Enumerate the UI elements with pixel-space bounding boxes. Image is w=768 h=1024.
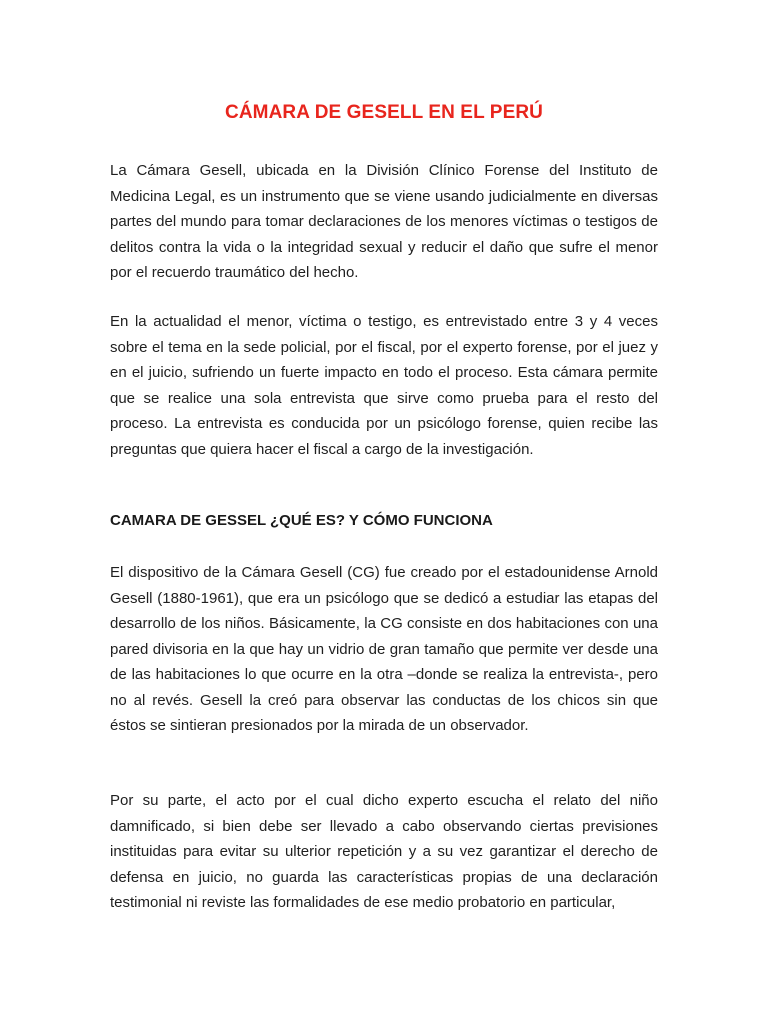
paragraph-current-situation: En la actualidad el menor, víctima o testigo, es entrevistado entre 3 y 4 veces sobre el tema en la sede policial, por el fiscal, por el experto forense, por el juez y en el juicio, sufriendo un fuerte impacto en todo el proceso. Esta cámara permite que se realice una sola entrevista que sirve como prueba para el resto del proceso. La entrevista es conducida por un psicólogo forense, quien recibe las preguntas que quiera hacer el fiscal a cargo de la investigación. [110,313,658,458]
document-title: CÁMARA DE GESELL EN EL PERÚ [225,102,543,123]
section-heading: CAMARA DE GESSEL ¿QUÉ ES? Y CÓMO FUNCIONA [110,512,493,529]
paragraph-device-origin: El dispositivo de la Cámara Gesell (CG) fue creado por el estadounidense Arnold Gesell (1880-1961), que era un psicólogo que se dedicó a estudiar las etapas del desarrollo de los niños. Básicamente, la CG consiste en dos habitaciones con una pared divisoria en la que hay un vidrio de gran tamaño que permite ver desde una de las habitaciones lo que ocurre en la otra –donde se realiza la entrevista-, pero no al revés. Gesell la creó para observar las conductas de los chicos sin que éstos se sintieran presionados por la mirada de un observador. [110,564,658,734]
paragraph-intro: La Cámara Gesell, ubicada en la División Clínico Forense del Instituto de Medicina Legal, es un instrumento que se viene usando judicialmente en diversas partes del mundo para tomar declaraciones de los menores víctimas o testigos de delitos contra la vida o la integridad sexual y reducir el daño que sufre el menor por el recuerdo traumático del hecho. [110,162,658,281]
paragraph-interview-act: Por su parte, el acto por el cual dicho experto escucha el relato del niño damnificado, si bien debe ser llevado a cabo observando ciertas previsiones instituidas para evitar su ulterior repetición y a su vez garantizar el derecho de defensa en juicio, no guarda las características propias de una declaración testimonial ni reviste las formalidades de ese medio probatorio en particular, [110,792,658,911]
